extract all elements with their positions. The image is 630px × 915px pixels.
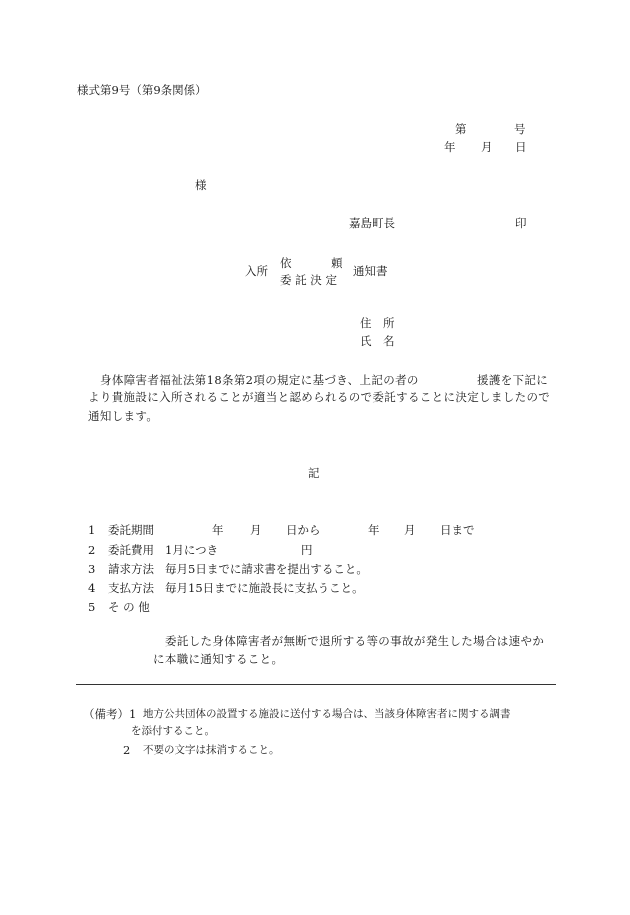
list-item-2: 2 委託費用 <box>88 543 154 557</box>
note-line-1: 委託した身体障害者が無断で退所する等の事故が発生した場合は速やか <box>165 634 545 648</box>
item4-text: 毎月15日までに施設長に支払うこと。 <box>165 581 364 595</box>
number-label-dai: 第 <box>455 122 467 136</box>
item3-text: 毎月5日までに請求書を提出すること。 <box>165 562 368 576</box>
item1-month2: 月 <box>404 523 416 537</box>
seal-mark: 印 <box>515 216 527 230</box>
remarks-label: （備考）1 <box>83 707 137 721</box>
date-month-label: 月 <box>481 140 493 154</box>
name-label: 氏 名 <box>360 334 395 348</box>
item1-until: 日まで <box>440 523 475 537</box>
remarks-item1-line2: を添付すること。 <box>131 725 215 737</box>
issuer-title: 嘉島町長 <box>349 216 395 230</box>
title-prefix: 入所 <box>245 264 268 278</box>
item2-yen: 円 <box>301 543 313 557</box>
address-label: 住 所 <box>360 316 395 330</box>
note-line-2: に本職に通知すること。 <box>153 652 284 666</box>
title-lower: 委 託 決 定 <box>280 273 337 287</box>
list-item-1: 1 委託期間 <box>88 523 154 537</box>
item1-from: 日から <box>286 523 321 537</box>
form-header: 様式第9号（第9条関係） <box>77 83 207 97</box>
remarks-item2-text: 不要の文字は抹消すること。 <box>143 744 280 756</box>
item1-year: 年 <box>212 523 224 537</box>
number-label-go: 号 <box>514 122 526 136</box>
body-line-2: より貴施設に入所されることが適当と認められるので委託することに決定しましたので <box>88 390 551 404</box>
item2-text: 1月につき <box>165 543 219 557</box>
ki-heading: 記 <box>308 466 320 480</box>
section-divider <box>76 684 556 685</box>
body-line-1a: 身体障害者福祉法第18条第2項の規定に基づき、上記の者の <box>100 373 419 387</box>
body-line-3: 通知します。 <box>88 409 159 423</box>
list-item-4: 4 支払方法 <box>88 581 154 595</box>
date-year-label: 年 <box>444 140 456 154</box>
list-item-3: 3 請求方法 <box>88 562 154 576</box>
item1-year2: 年 <box>368 523 380 537</box>
addressee-honorific: 様 <box>195 178 207 192</box>
date-day-label: 日 <box>515 140 527 154</box>
title-upper-right: 頼 <box>331 256 343 270</box>
list-item-5: 5 そ の 他 <box>88 600 150 614</box>
remarks-item1-line1: 地方公共団体の設置する施設に送付する場合は、当該身体障害者に関する調書 <box>143 708 511 720</box>
body-line-1b: 援護を下記に <box>477 373 549 387</box>
remarks-item2-number: 2 <box>123 743 131 757</box>
title-suffix: 通知書 <box>353 264 388 278</box>
title-upper-left: 依 <box>280 256 292 270</box>
item1-month: 月 <box>250 523 262 537</box>
